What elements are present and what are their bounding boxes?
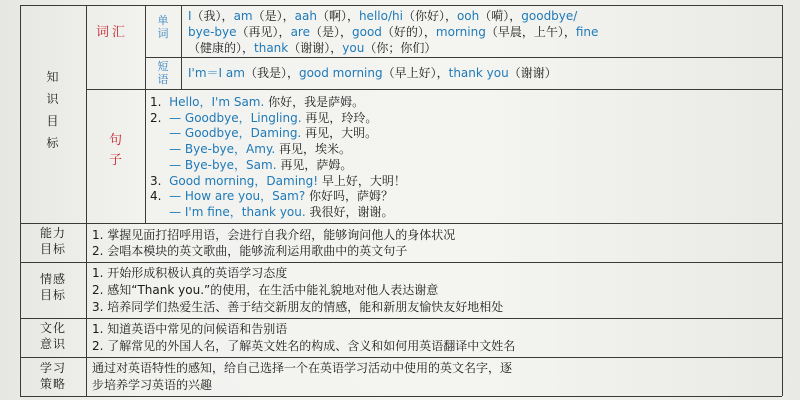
chinese-text: 你好，我是萨姆。 bbox=[264, 95, 365, 109]
culture-line: 1. 知道英语中常见的问候语和告别语 bbox=[92, 322, 288, 336]
sentence-line bbox=[150, 142, 351, 156]
english-text: — I'm fine，thank you. bbox=[169, 204, 306, 219]
english-text: ooh bbox=[456, 9, 480, 23]
sentence-line bbox=[150, 95, 364, 109]
english-text: — Goodbye，Lingling. bbox=[169, 110, 302, 125]
english-text: — Bye-bye，Amy. bbox=[169, 142, 276, 157]
words-line bbox=[188, 9, 577, 23]
emotion-objectives-header bbox=[20, 272, 86, 302]
english-text: good bbox=[351, 25, 382, 39]
header-char: 知 bbox=[46, 70, 60, 84]
ability-objectives-header bbox=[20, 226, 86, 256]
english-text: thank bbox=[254, 41, 289, 55]
row-divider-culture bbox=[20, 318, 782, 319]
chinese-text: （谢谢） bbox=[508, 66, 557, 80]
sentence-line bbox=[150, 158, 352, 172]
emotion-line: 2. 感知“Thank you.”的使用，在生活中能礼貌地对他人表达谢意 bbox=[92, 283, 439, 297]
words-label-divider bbox=[181, 5, 182, 89]
chinese-text bbox=[150, 142, 169, 156]
sentences-label-divider bbox=[145, 89, 146, 223]
header-line: 能力 bbox=[39, 226, 66, 240]
strategy-line: 步培养学习英语的兴趣 bbox=[92, 378, 213, 392]
label-char: 短 bbox=[157, 60, 169, 73]
sentence-line bbox=[150, 111, 377, 125]
label-char: 语 bbox=[157, 73, 169, 86]
knowledge-objectives-header bbox=[20, 70, 86, 150]
words-label bbox=[145, 14, 181, 40]
english-text: am bbox=[233, 9, 253, 23]
english-text: goodbye/ bbox=[521, 9, 578, 23]
chinese-text: （我）， bbox=[191, 9, 234, 23]
words-phrases-divider bbox=[145, 57, 782, 58]
chinese-text: 再见，埃米。 bbox=[275, 142, 351, 157]
strategy-line: 通过对英语特性的感知，给自己选择一个在英语学习活动中使用的英文名字，逐 bbox=[92, 361, 513, 375]
chinese-text: 3. bbox=[150, 173, 170, 188]
english-text: — Goodbye，Daming. bbox=[169, 126, 302, 141]
english-text: morning bbox=[435, 25, 486, 39]
header-line: 文化 bbox=[39, 321, 66, 335]
chinese-text: 再见，大明。 bbox=[301, 126, 378, 141]
english-text: — How are you，Sam? bbox=[169, 189, 306, 204]
header-line: 目标 bbox=[39, 242, 66, 256]
chinese-text: （你；你们） bbox=[364, 41, 437, 55]
chinese-text: （谢谢）， bbox=[288, 41, 343, 55]
culture-awareness-header bbox=[20, 321, 86, 351]
chinese-text: （健康的）， bbox=[188, 41, 255, 55]
culture-line: 2. 了解常见的外国人名，了解英文姓名的构成、含义和如何用英语翻译中文姓名 bbox=[92, 339, 516, 353]
chinese-text: （嗬）， bbox=[479, 9, 522, 23]
header-line: 目标 bbox=[39, 288, 66, 302]
english-text: good morning bbox=[298, 66, 383, 80]
english-text: Hello，I'm Sam. bbox=[169, 95, 265, 109]
label-char: 句 bbox=[108, 133, 122, 148]
phrases-line bbox=[188, 66, 557, 80]
chinese-text: （早上好）， bbox=[382, 66, 449, 80]
table-border-right bbox=[782, 5, 783, 396]
label-char: 词 bbox=[157, 27, 169, 40]
words-line bbox=[188, 25, 598, 39]
header-char: 目 bbox=[46, 114, 60, 128]
chinese-text: （啊）， bbox=[316, 9, 359, 23]
chinese-text: 再见，玲玲。 bbox=[301, 110, 378, 125]
header-char: 标 bbox=[46, 136, 60, 150]
english-text: I bbox=[188, 9, 192, 23]
header-line: 策略 bbox=[39, 377, 66, 391]
row-divider-ability bbox=[20, 223, 782, 224]
chinese-text: （早晨，上午）， bbox=[485, 25, 576, 39]
chinese-text: 早上好，大明！ bbox=[318, 173, 406, 188]
label-char: 子 bbox=[108, 153, 122, 168]
chinese-text: 再见，萨姆。 bbox=[276, 157, 353, 172]
learning-strategy-header bbox=[20, 361, 86, 391]
chinese-text: （好的）， bbox=[381, 25, 436, 39]
sentence-line bbox=[150, 205, 394, 219]
english-text: are bbox=[290, 25, 310, 39]
chinese-text bbox=[150, 126, 169, 140]
ability-line: 1. 掌握见面打招呼用语，会进行自我介绍，能够询问他人的身体状况 bbox=[92, 228, 456, 242]
row-divider-strategy bbox=[20, 357, 782, 358]
sentences-label bbox=[86, 134, 145, 168]
english-text: fine bbox=[575, 25, 599, 39]
chinese-text: （再见）， bbox=[236, 25, 291, 39]
english-text: I'm＝I am bbox=[188, 66, 245, 80]
header-line: 意识 bbox=[39, 337, 66, 351]
chinese-text: 我很好，谢谢。 bbox=[305, 204, 394, 219]
english-text: you bbox=[342, 41, 365, 55]
emotion-line: 3. 培养同学们热爱生活、善于结交新朋友的情感，能和新朋友愉快友好地相处 bbox=[92, 300, 504, 314]
vocab-label: 词汇 bbox=[96, 25, 129, 40]
table-border-bottom bbox=[20, 396, 782, 397]
chinese-text: 2. bbox=[150, 110, 170, 125]
header-column-divider bbox=[86, 5, 87, 396]
table-border-top bbox=[20, 5, 782, 6]
ability-line: 2. 会唱本模块的英文歌曲，能够流利运用歌曲中的英文句子 bbox=[92, 244, 408, 258]
english-text: Good morning，Daming! bbox=[169, 173, 319, 188]
label-char: 单 bbox=[157, 14, 169, 27]
header-line: 情感 bbox=[39, 272, 66, 286]
chinese-text: 4. bbox=[150, 189, 170, 204]
header-char: 识 bbox=[46, 92, 60, 106]
chinese-text: 你好吗，萨姆？ bbox=[305, 189, 394, 204]
english-text: aah bbox=[294, 9, 317, 23]
emotion-line: 1. 开始形成积极认真的英语学习态度 bbox=[92, 266, 288, 280]
sentence-line bbox=[150, 126, 377, 140]
words-line bbox=[188, 41, 436, 55]
phrases-label bbox=[145, 60, 181, 86]
chinese-text bbox=[150, 205, 169, 219]
english-text: — Bye-bye，Sam. bbox=[169, 157, 277, 172]
sentence-line bbox=[150, 174, 406, 188]
english-text: thank you bbox=[448, 66, 509, 80]
english-text: hello/hi bbox=[358, 9, 403, 23]
chinese-text: （是）， bbox=[252, 9, 295, 23]
chinese-text bbox=[150, 158, 169, 172]
header-line: 学习 bbox=[39, 361, 66, 375]
vocab-sentences-divider bbox=[86, 89, 782, 90]
chinese-text: 1. bbox=[150, 95, 170, 109]
chinese-text: （是）， bbox=[309, 25, 352, 39]
english-text: bye-bye bbox=[188, 25, 237, 39]
chinese-text: （你好）， bbox=[402, 9, 457, 23]
sentence-line bbox=[150, 189, 393, 203]
row-divider-emotion bbox=[20, 262, 782, 263]
chinese-text: （我是）， bbox=[244, 66, 299, 80]
